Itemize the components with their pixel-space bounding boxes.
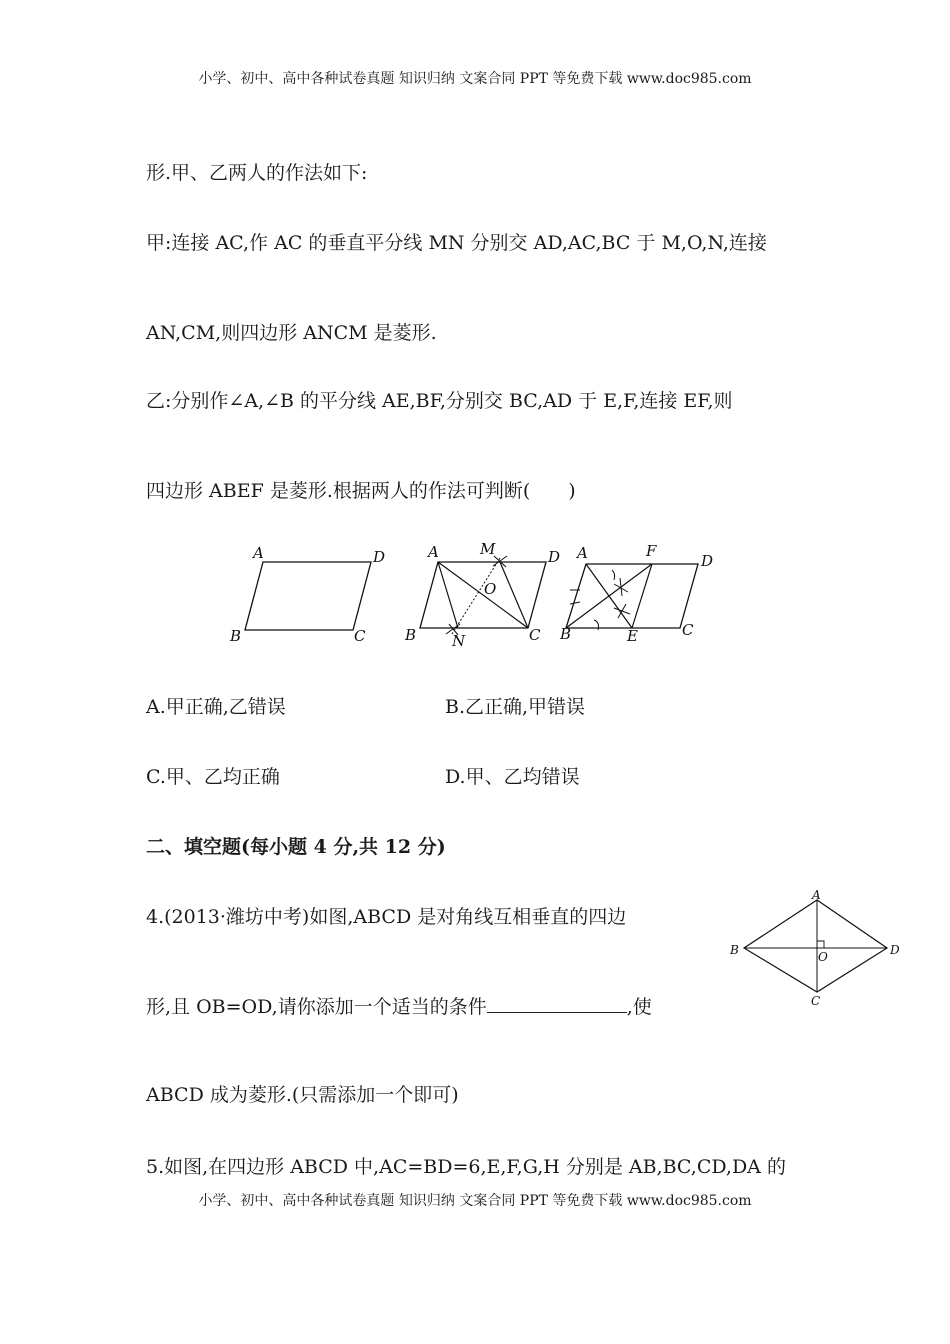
option-a: A.甲正确,乙错误 [146, 696, 286, 718]
q4-line-2 [146, 992, 652, 1019]
text-line-3: AN,CM,则四边形 ANCM 是菱形. [146, 322, 437, 344]
option-c: C.甲、乙均正确 [146, 766, 280, 788]
text-line-4: 乙:分别作∠A,∠B 的平分线 AE,BF,分别交 BC,AD 于 E,F,连接 EF,则 [146, 390, 733, 412]
label-d: D [890, 943, 900, 957]
text-line-1: 形.甲、乙两人的作法如下: [146, 162, 368, 184]
label-d: D [548, 548, 561, 566]
label-d: D [373, 548, 386, 566]
label-c: C [682, 621, 694, 639]
q4-line-3: ABCD 成为菱形.(只需添加一个即可) [146, 1084, 459, 1106]
label-b: B [560, 625, 572, 643]
section-title: 二、填空题(每小题 4 分,共 12 分) [146, 836, 446, 858]
page-header: 小学、初中、高中各种试卷真题 知识归纳 文案合同 PPT 等免费下载 www.doc985.com [198, 71, 752, 87]
label-d: D [701, 552, 714, 570]
answer-blank[interactable] [487, 994, 627, 1013]
label-c: C [811, 994, 821, 1008]
figure-method-jia [400, 536, 570, 654]
label-b: B [405, 626, 417, 644]
label-e: E [627, 627, 638, 645]
label-f: F [646, 542, 657, 560]
q4-line-2b: ,使 [626, 996, 652, 1018]
q4-line-1: 4.(2013·潍坊中考)如图,ABCD 是对角线互相垂直的四边 [146, 906, 627, 928]
option-b: B.乙正确,甲错误 [445, 696, 586, 718]
text-line-5: 四边形 ABEF 是菱形.根据两人的作法可判断( ) [146, 480, 576, 502]
page-footer: 小学、初中、高中各种试卷真题 知识归纳 文案合同 PPT 等免费下载 www.doc985.com [198, 1193, 752, 1209]
figure-parallelogram [225, 538, 395, 648]
figure-method-yi [556, 538, 726, 648]
label-o: O [818, 950, 828, 964]
figure-q4-quadrilateral [724, 888, 914, 1010]
text-line-2: 甲:连接 AC,作 AC 的垂直平分线 MN 分别交 AD,AC,BC 于 M,O,N,连接 [146, 232, 767, 254]
label-c: C [529, 626, 541, 644]
label-a: A [577, 544, 588, 562]
label-c: C [354, 627, 366, 645]
label-n: N [452, 632, 466, 650]
q5-line-1: 5.如图,在四边形 ABCD 中,AC=BD=6,E,F,G,H 分别是 AB,BC,CD,DA 的 [146, 1156, 786, 1178]
label-b: B [230, 627, 242, 645]
option-d: D.甲、乙均错误 [445, 766, 580, 788]
label-b: B [730, 943, 739, 957]
label-a: A [428, 543, 439, 561]
q4-line-2a: 形,且 OB=OD,请你添加一个适当的条件 [146, 996, 487, 1018]
label-a: A [253, 544, 264, 562]
label-a: A [812, 888, 821, 902]
label-o: O [484, 580, 497, 598]
label-m: M [480, 540, 496, 558]
